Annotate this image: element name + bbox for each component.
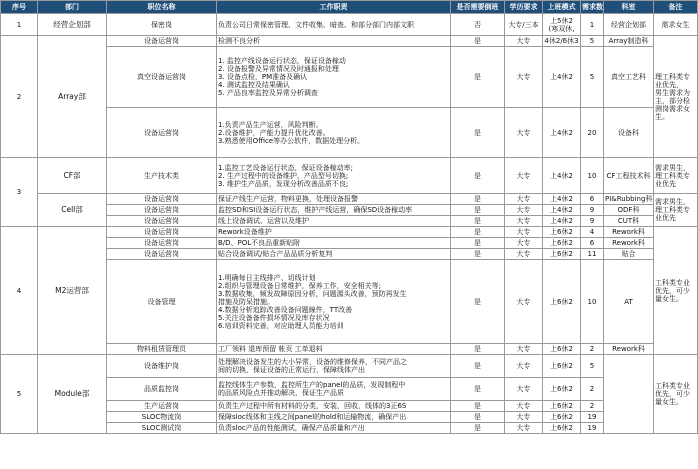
row-work-mode: 上6休2	[543, 412, 581, 423]
duty-line: 3. 设备点检，PM准备及确认	[218, 73, 308, 81]
duty-line: 措施及防呆措施。	[218, 297, 274, 306]
row-duty: 负责公司日常保密管理、文件收集、暗查、和部分部门内部文职	[217, 14, 451, 36]
row-position: 设备运营岗	[107, 249, 217, 260]
duty-line: 1.明确每日主线排产、切线计划	[218, 273, 316, 282]
row-position: 设备运营岗	[107, 108, 217, 158]
duty-line: 处理解决设备发生的大小异常，设备的维修保养，不同产品之	[218, 358, 407, 366]
row-shift: 是	[451, 205, 505, 216]
header-position: 职位名称	[107, 1, 217, 14]
row-duty: 保证产线生产运营，物料更换，处理设备报警	[217, 194, 451, 205]
row-work-mode: 上4休2	[543, 47, 581, 108]
note-line: 男生需求为	[655, 88, 690, 97]
duty-line: 2. 设备报警及异常情况及时通报和处理	[218, 65, 339, 73]
row-work-mode: 上6休2	[543, 344, 581, 355]
row-section: 经营企划部	[604, 14, 654, 36]
duty-line: 6.培训资料完善，对应助理人员能力培训	[218, 321, 344, 330]
header-dept: 部门	[38, 1, 107, 14]
row-count: 1	[581, 14, 604, 36]
row-count: 20	[581, 108, 604, 158]
row-duty	[217, 355, 451, 378]
table-row	[1, 227, 698, 238]
table-row	[1, 14, 698, 36]
row-dept: 经营企划部	[38, 14, 107, 36]
row-section: 设备科	[604, 108, 654, 158]
row-count: 6	[581, 238, 604, 249]
row-work-mode: 上4休2	[543, 205, 581, 216]
row-work-mode: 上4休2	[543, 108, 581, 158]
table-row	[1, 158, 698, 194]
note-line: 量女生。	[655, 398, 683, 406]
row-no: 2	[1, 36, 38, 158]
row-duty: 工厂领料 退库预留 帐页 工单退料	[217, 344, 451, 355]
row-work-mode: 4休2/6休3	[544, 37, 579, 45]
row-duty: 监控SD和SI设备运行状态，维护产线运营，确保SD设备稼动率	[217, 205, 451, 216]
duty-line: 的品质风险点并推动解决，保证生产品质	[218, 389, 344, 397]
duty-line: 2.组织与管理设备日常维护，保养工作，安全相关等;	[218, 281, 382, 290]
row-dept: CF部	[38, 158, 107, 194]
row-no: 4	[1, 227, 38, 355]
row-position: 设备运营岗	[107, 227, 217, 238]
row-duty: 保障sloc线体和主线之间panel的hold和运输物流，确保产出	[217, 412, 451, 423]
row-count: 10	[581, 260, 604, 344]
row-duty: Rework设备维护	[217, 227, 451, 238]
row-duty: B/D、POL不良品重新贴附	[217, 238, 451, 249]
row-work-mode: 上6休2	[543, 355, 581, 378]
work-mode-line: 上5休2	[550, 16, 573, 25]
row-shift: 是	[451, 378, 505, 401]
duty-line: 2. 生产过程中的设备维护，产品型号切换;	[218, 171, 349, 180]
row-position: 保密岗	[107, 14, 217, 36]
row-section: CF工程技术科	[604, 158, 654, 194]
row-work-mode: 上4休2	[543, 216, 581, 227]
row-position: 设备管理	[107, 260, 217, 344]
header-note: 备注	[654, 1, 698, 14]
duty-line: 监控线体生产参数，监控所生产的panel的品质，发现制程中	[218, 381, 406, 389]
row-section	[604, 355, 654, 434]
row-duty: 检测不良分析	[217, 36, 451, 47]
row-count: 6	[581, 194, 604, 205]
duty-line: 2.设备维护，产能力提升优化改善。	[218, 128, 330, 137]
row-education: 大专	[505, 158, 543, 194]
row-count: 19	[581, 412, 604, 423]
row-shift: 是	[451, 108, 505, 158]
note-line: 理工科类专	[655, 171, 690, 180]
note-line: 业优先	[655, 179, 676, 188]
row-count: 9	[581, 205, 604, 216]
row-position: 设备维护岗	[107, 355, 217, 378]
row-no: 1	[1, 14, 38, 36]
row-education: 大专	[505, 227, 543, 238]
row-note	[654, 158, 698, 194]
table-row	[1, 36, 698, 47]
header-shift: 是否需要倒班	[451, 1, 505, 14]
duty-line: 间的切换，保证设备的正常运行，保障线体产出	[218, 366, 365, 374]
note-line: 工科类专业	[655, 278, 690, 287]
table-row	[1, 355, 698, 378]
row-education: 大专	[505, 378, 543, 401]
duty-line: 1. 监控产线设备运行状态，保证设备稼动	[218, 57, 346, 65]
row-duty: 贴合设备调试/贴合产品品质分析复判	[217, 249, 451, 260]
row-education: 大专	[505, 238, 543, 249]
row-position: 生产技术类	[107, 158, 217, 194]
row-education: 大专/三本	[505, 14, 543, 36]
row-section: Array制造科	[604, 36, 654, 47]
table-row	[1, 194, 698, 205]
row-section: PI&Rubbing科	[605, 195, 653, 203]
row-duty	[217, 378, 451, 401]
row-education: 大专	[505, 216, 543, 227]
header-education: 学历要求	[505, 1, 543, 14]
row-position: 生产运营岗	[107, 401, 217, 412]
header-count: 需求数	[581, 1, 604, 14]
note-line: 测岗需求女	[655, 104, 690, 113]
row-section: ODF科	[604, 205, 654, 216]
duty-line: 1.监控工艺设备运行状态，保证设备稼动率;	[218, 163, 354, 172]
duty-line: 4.数据分析追踪改善设备问题線件，TT改善	[218, 305, 353, 314]
header-section: 科室	[604, 1, 654, 14]
row-work-mode: 上6休2	[543, 423, 581, 434]
row-count: 2	[581, 344, 604, 355]
note-line: 主，部分检	[655, 96, 690, 105]
header-duty: 工作职责	[217, 1, 451, 14]
row-shift: 是	[451, 249, 505, 260]
row-work-mode: 上6休2	[543, 401, 581, 412]
row-dept: Module部	[38, 355, 107, 434]
row-note	[654, 227, 698, 355]
row-shift: 是	[451, 412, 505, 423]
row-duty: 负责生产过程中所有材料的分类，安装，回收，线体的3正6S	[217, 401, 451, 412]
row-section: Rework科	[604, 344, 654, 355]
note-line: 需求男生，	[655, 163, 690, 172]
row-position: 设备运营岗	[107, 205, 217, 216]
row-dept: M2运营部	[38, 227, 107, 355]
note-line: 工科类专业	[655, 382, 690, 390]
row-work-mode: 上4休2	[543, 158, 581, 194]
row-count: 19	[581, 423, 604, 434]
row-duty: 线上设备调试、运营以及维护	[217, 216, 451, 227]
row-section: 真空工艺科	[604, 47, 654, 108]
row-duty: 负责sloc产品的性能测试，确保产品质量和产出	[217, 423, 451, 434]
row-shift: 是	[451, 423, 505, 434]
row-dept: Array部	[38, 36, 107, 158]
row-education: 大专	[505, 401, 543, 412]
row-work-mode: 上6休2	[543, 378, 581, 401]
row-education: 大专	[505, 205, 543, 216]
row-count: 2	[581, 401, 604, 412]
row-position: SLOC测试岗	[107, 423, 217, 434]
row-shift: 是	[451, 194, 505, 205]
duty-line: 4. 测试监控及结果确认	[218, 81, 290, 89]
row-shift: 是	[451, 401, 505, 412]
row-position: 品质监控岗	[107, 378, 217, 401]
note-line: 优先，可少	[655, 390, 690, 398]
duty-line: 5. 产品良率监控及异常分析调查	[218, 89, 318, 97]
row-work-mode: 上6休2	[543, 260, 581, 344]
row-work-mode	[543, 14, 581, 36]
note-line: 理工科类专	[655, 72, 690, 81]
row-no: 3	[1, 158, 38, 227]
row-section: Rework科	[604, 238, 654, 249]
row-education: 大专	[505, 47, 543, 108]
row-education: 大专	[505, 194, 543, 205]
note-line: 优先，可少	[655, 286, 690, 295]
duty-line: 5.关注设备备件损坏情况及库存状况	[218, 313, 330, 322]
row-education: 大专	[505, 355, 543, 378]
row-section: 贴合	[604, 249, 654, 260]
note-line: 业优先	[655, 214, 676, 222]
row-count: 5	[581, 36, 604, 47]
row-shift: 是	[451, 216, 505, 227]
row-position: 设备运营岗	[107, 194, 217, 205]
row-dept: Cell部	[38, 194, 107, 227]
duty-line: 3.数据收集，频发故障原因分析，问题源头改善，预防再发生	[218, 289, 407, 298]
row-note	[654, 36, 698, 158]
row-work-mode: 上4休2	[543, 194, 581, 205]
row-count: 4	[581, 227, 604, 238]
row-duty	[217, 158, 451, 194]
header-work-mode: 上班模式	[543, 1, 581, 14]
row-shift: 是	[451, 344, 505, 355]
row-section: AT	[604, 260, 654, 344]
row-count: 5	[581, 355, 604, 378]
row-duty	[217, 260, 451, 344]
row-position: 物料租赁管理员	[107, 344, 217, 355]
duty-line: 1.负责产品生产运营，风险判断。	[218, 120, 323, 129]
header-row	[1, 1, 698, 14]
row-position: 设备运营岗	[107, 36, 217, 47]
row-position: 设备运营岗	[107, 238, 217, 249]
row-education: 大专	[505, 249, 543, 260]
row-count: 5	[581, 47, 604, 108]
note-line: 理工科类专	[655, 206, 690, 214]
row-shift: 是	[451, 238, 505, 249]
row-section: CUT科	[604, 216, 654, 227]
row-shift: 是	[451, 47, 505, 108]
work-mode-line: (寒双休,	[548, 24, 575, 33]
row-work-mode: 上6休2	[543, 249, 581, 260]
header-no: 序号	[1, 1, 38, 14]
note-line: 需求男生，	[655, 198, 690, 206]
row-count: 11	[581, 249, 604, 260]
row-duty	[217, 108, 451, 158]
row-position: 真空设备运营岗	[107, 47, 217, 108]
row-count: 10	[581, 158, 604, 194]
row-note	[654, 355, 698, 434]
duty-line: 3.熟悉使用Office等办公软件，数据处理分析。	[218, 136, 365, 145]
row-duty	[217, 47, 451, 108]
note-line: 量女生。	[655, 294, 683, 303]
row-note	[654, 194, 698, 227]
row-note: 需求女生	[654, 14, 698, 36]
row-section: Rework科	[604, 227, 654, 238]
row-position: SLOC物流岗	[107, 412, 217, 423]
row-count: 2	[581, 378, 604, 401]
note-line: 生。	[655, 112, 669, 121]
note-line: 业优先，	[655, 80, 683, 89]
row-position: 设备运营岗	[107, 216, 217, 227]
row-education: 大专	[505, 260, 543, 344]
duty-line: 3. 维护生产品质，发现分析改善品质不良;	[218, 179, 349, 188]
row-count: 9	[581, 216, 604, 227]
row-shift: 是	[451, 36, 505, 47]
row-education: 大专	[505, 108, 543, 158]
row-education: 大专	[505, 36, 543, 47]
row-shift: 是	[451, 260, 505, 344]
row-shift: 是	[451, 158, 505, 194]
row-work-mode: 上6休2	[543, 238, 581, 249]
row-work-mode: 上6休2	[543, 227, 581, 238]
row-education: 大专	[505, 344, 543, 355]
row-education: 大专	[505, 423, 543, 434]
row-shift: 是	[451, 227, 505, 238]
row-shift: 是	[451, 355, 505, 378]
row-shift: 否	[451, 14, 505, 36]
row-no: 5	[1, 355, 38, 434]
row-education: 大专	[505, 412, 543, 423]
